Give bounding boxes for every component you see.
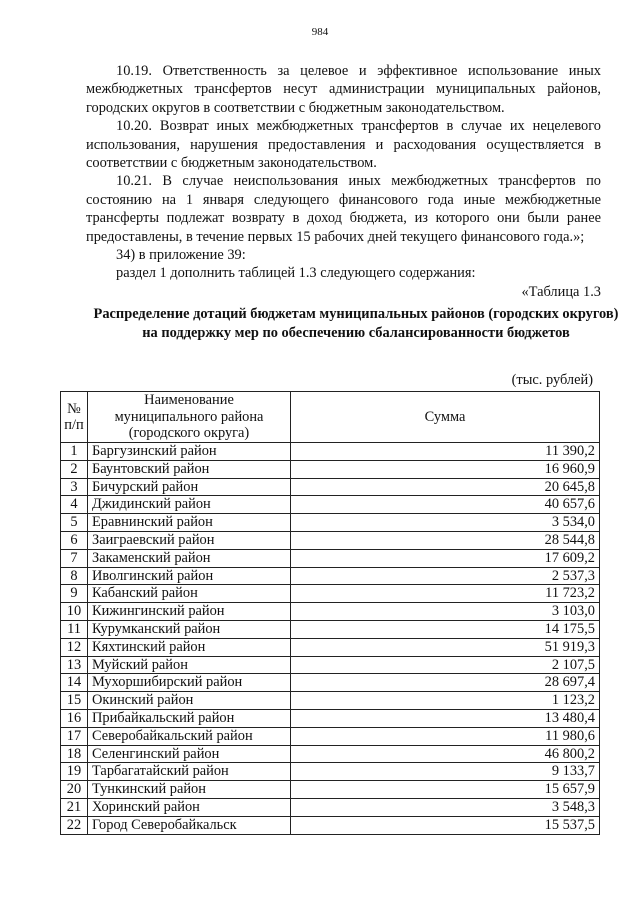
section-instruction: раздел 1 дополнить таблицей 1.3 следующего содержания: bbox=[116, 265, 476, 282]
district-name: Кижингинский район bbox=[88, 603, 291, 621]
table-row bbox=[61, 460, 600, 478]
table-row bbox=[61, 798, 600, 816]
header-number: № п/п bbox=[61, 392, 88, 443]
table-row bbox=[61, 816, 600, 834]
row-number: 22 bbox=[61, 816, 88, 834]
table-header-row bbox=[61, 392, 600, 443]
district-name: Иволгинский район bbox=[88, 567, 291, 585]
subsidy-sum: 2 537,3 bbox=[291, 567, 600, 585]
page-number: 984 bbox=[311, 26, 329, 38]
row-number: 6 bbox=[61, 531, 88, 549]
header-district-name: Наименование муниципального района (городского округа) bbox=[88, 392, 291, 443]
table-body bbox=[61, 443, 600, 835]
subsidy-sum: 28 697,4 bbox=[291, 674, 600, 692]
district-name: Тункинский район bbox=[88, 781, 291, 799]
table-row bbox=[61, 674, 600, 692]
subsidy-sum: 3 548,3 bbox=[291, 798, 600, 816]
row-number: 3 bbox=[61, 478, 88, 496]
paragraph-10-19: 10.19. Ответственность за целевое и эффективное использование иных межбюджетных трансфертов несут администрации муниципальных районов, городских округов в соответствии с бюджетным законодательством. bbox=[86, 63, 601, 116]
table-row bbox=[61, 692, 600, 710]
subsidy-sum: 15 657,9 bbox=[291, 781, 600, 799]
table-reference: «Таблица 1.3 bbox=[521, 283, 601, 300]
district-name: Закаменский район bbox=[88, 549, 291, 567]
district-name: Мухоршибирский район bbox=[88, 674, 291, 692]
district-name: Заиграевский район bbox=[88, 531, 291, 549]
row-number: 17 bbox=[61, 727, 88, 745]
row-number: 20 bbox=[61, 781, 88, 799]
row-number: 7 bbox=[61, 549, 88, 567]
district-name: Баргузинский район bbox=[88, 443, 291, 461]
district-name: Кабанский район bbox=[88, 585, 291, 603]
table-row bbox=[61, 603, 600, 621]
header-sum: Сумма bbox=[291, 392, 600, 443]
district-name: Селенгинский район bbox=[88, 745, 291, 763]
units-label: (тыс. рублей) bbox=[511, 372, 593, 388]
table-row bbox=[61, 745, 600, 763]
subsidy-sum: 14 175,5 bbox=[291, 620, 600, 638]
row-number: 9 bbox=[61, 585, 88, 603]
district-name: Прибайкальский район bbox=[88, 709, 291, 727]
row-number: 14 bbox=[61, 674, 88, 692]
table-row bbox=[61, 443, 600, 461]
row-number: 8 bbox=[61, 567, 88, 585]
table-row bbox=[61, 514, 600, 532]
table-row bbox=[61, 638, 600, 656]
table-row bbox=[61, 656, 600, 674]
appendix-item: 34) в приложение 39: bbox=[116, 247, 246, 264]
district-name: Курумканский район bbox=[88, 620, 291, 638]
subsidy-sum: 1 123,2 bbox=[291, 692, 600, 710]
subsidy-sum: 3 534,0 bbox=[291, 514, 600, 532]
table-row bbox=[61, 763, 600, 781]
subsidy-sum: 2 107,5 bbox=[291, 656, 600, 674]
subsidy-sum: 16 960,9 bbox=[291, 460, 600, 478]
subsidy-sum: 11 390,2 bbox=[291, 443, 600, 461]
table-row bbox=[61, 531, 600, 549]
district-name: Джидинский район bbox=[88, 496, 291, 514]
subsidy-sum: 11 980,6 bbox=[291, 727, 600, 745]
table-row bbox=[61, 549, 600, 567]
district-name: Баунтовский район bbox=[88, 460, 291, 478]
district-name: Окинский район bbox=[88, 692, 291, 710]
subsidy-sum: 46 800,2 bbox=[291, 745, 600, 763]
table-row bbox=[61, 709, 600, 727]
table-row bbox=[61, 727, 600, 745]
table-row bbox=[61, 496, 600, 514]
paragraph-10-21: 10.21. В случае неиспользования иных межбюджетных трансфертов по состоянию на 1 января следующего финансового года иные межбюджетные трансферты подлежат возврату в доход бюджета, из которого они были ранее предоставлены, в течение первых 15 рабочих дней текущего финансового года.»; bbox=[86, 173, 601, 245]
row-number: 21 bbox=[61, 798, 88, 816]
subsidy-sum: 9 133,7 bbox=[291, 763, 600, 781]
table-row bbox=[61, 620, 600, 638]
subsidy-sum: 20 645,8 bbox=[291, 478, 600, 496]
district-name: Бичурский район bbox=[88, 478, 291, 496]
district-name: Кяхтинский район bbox=[88, 638, 291, 656]
row-number: 1 bbox=[61, 443, 88, 461]
table-title: Распределение дотаций бюджетам муниципальных районов (городских округов) на поддержку мер по обеспечению сбалансированности бюджетов bbox=[93, 306, 619, 341]
subsidy-sum: 11 723,2 bbox=[291, 585, 600, 603]
district-name: Еравнинский район bbox=[88, 514, 291, 532]
row-number: 18 bbox=[61, 745, 88, 763]
paragraph-10-20: 10.20. Возврат иных межбюджетных трансфертов в случае их нецелевого использования, нарушения предоставления и расходования осуществляется в соответствии с бюджетным законодательством. bbox=[86, 118, 601, 172]
subsidy-sum: 51 919,3 bbox=[291, 638, 600, 656]
row-number: 2 bbox=[61, 460, 88, 478]
row-number: 10 bbox=[61, 603, 88, 621]
subsidy-sum: 40 657,6 bbox=[291, 496, 600, 514]
row-number: 13 bbox=[61, 656, 88, 674]
table-row bbox=[61, 781, 600, 799]
district-name: Северобайкальский район bbox=[88, 727, 291, 745]
subsidy-sum: 17 609,2 bbox=[291, 549, 600, 567]
district-name: Муйский район bbox=[88, 656, 291, 674]
subsidy-table bbox=[60, 391, 600, 835]
row-number: 11 bbox=[61, 620, 88, 638]
district-name: Город Северобайкальск bbox=[88, 816, 291, 834]
row-number: 5 bbox=[61, 514, 88, 532]
table-row bbox=[61, 567, 600, 585]
row-number: 19 bbox=[61, 763, 88, 781]
row-number: 4 bbox=[61, 496, 88, 514]
district-name: Хоринский район bbox=[88, 798, 291, 816]
row-number: 16 bbox=[61, 709, 88, 727]
subsidy-sum: 13 480,4 bbox=[291, 709, 600, 727]
table-row bbox=[61, 585, 600, 603]
table-row bbox=[61, 478, 600, 496]
district-name: Тарбагатайский район bbox=[88, 763, 291, 781]
row-number: 15 bbox=[61, 692, 88, 710]
subsidy-sum: 28 544,8 bbox=[291, 531, 600, 549]
subsidy-sum: 3 103,0 bbox=[291, 603, 600, 621]
subsidy-sum: 15 537,5 bbox=[291, 816, 600, 834]
document-body bbox=[86, 62, 601, 301]
row-number: 12 bbox=[61, 638, 88, 656]
